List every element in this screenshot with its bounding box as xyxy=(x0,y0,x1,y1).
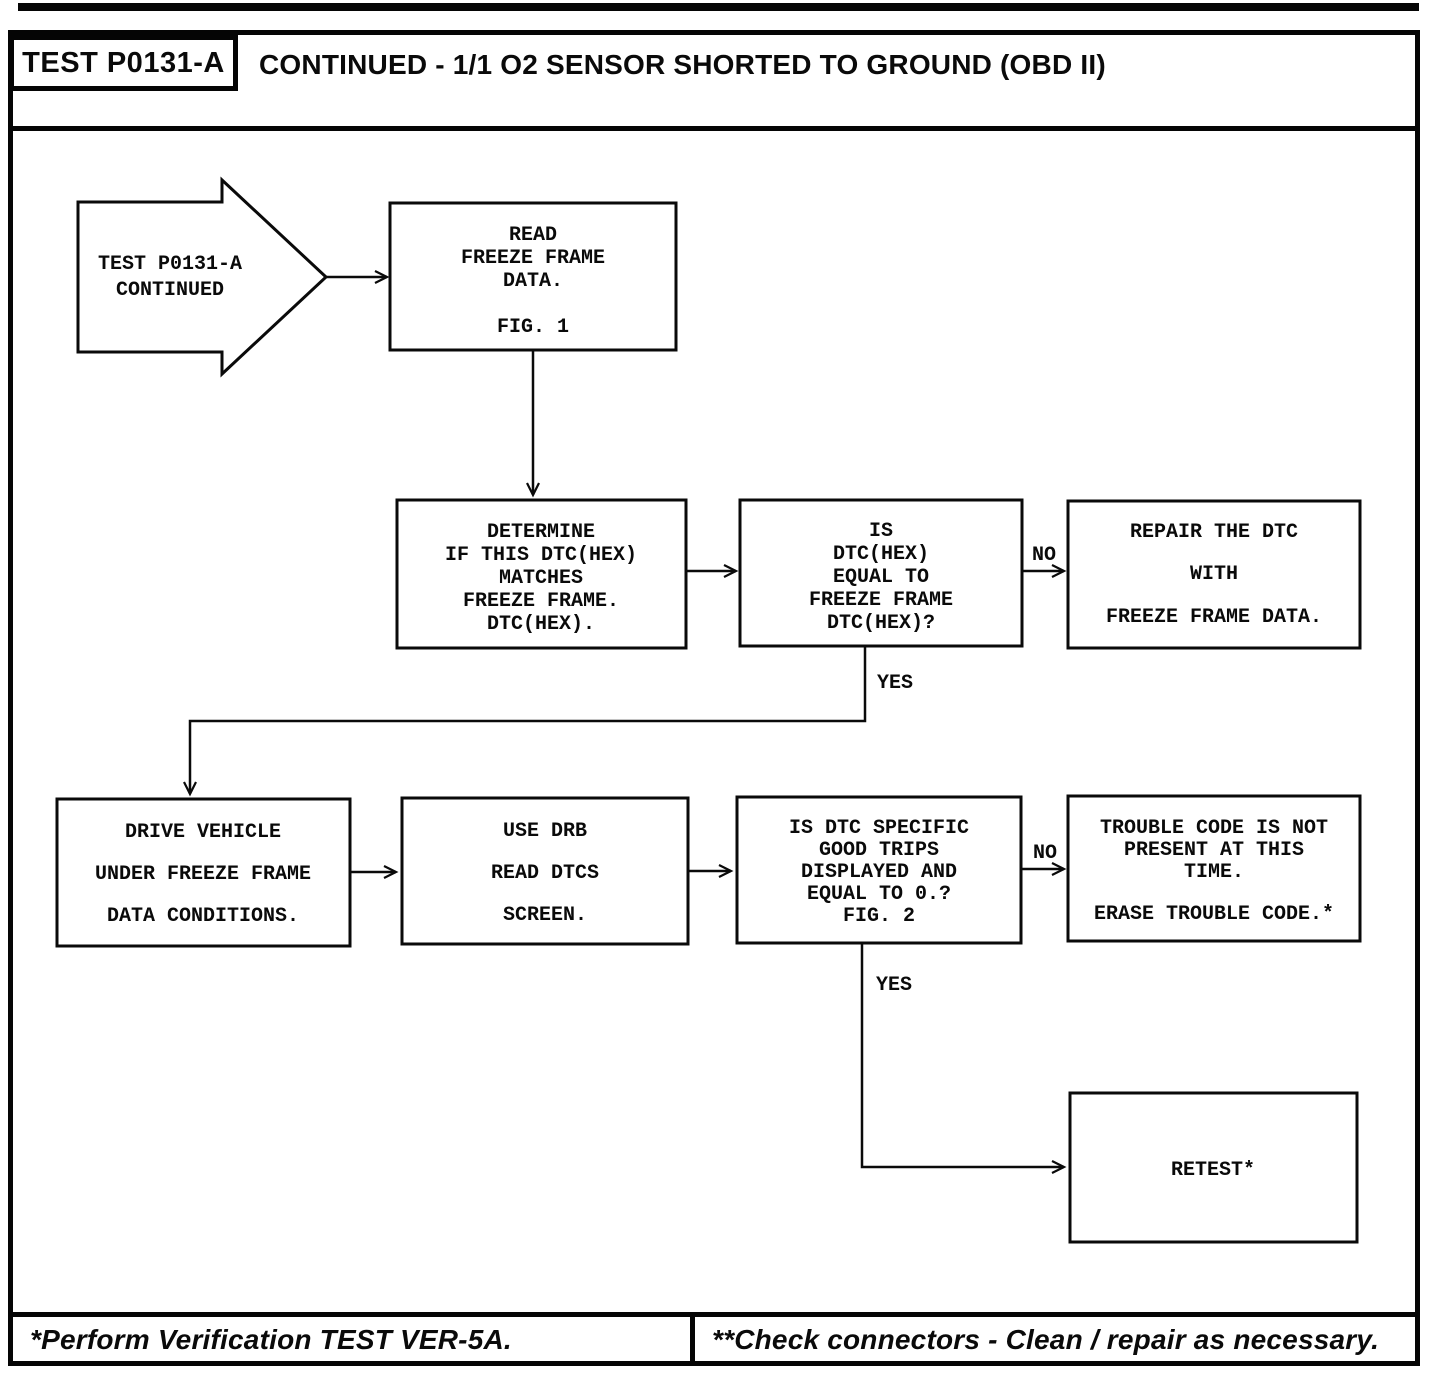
node-text-line: FIG. 1 xyxy=(496,316,570,339)
flow-node-drive-vehicle xyxy=(57,799,350,946)
branch-label-yes: YES xyxy=(876,974,913,997)
continuation-arrow-shape xyxy=(78,180,326,374)
node-text-line: EQUAL TO xyxy=(832,566,930,589)
node-text-line: EQUAL TO 0.? xyxy=(806,883,952,906)
node-text-line: FIG. 2 xyxy=(842,905,916,928)
node-text-line: DATA CONDITIONS. xyxy=(106,905,300,928)
node-text-line: WITH xyxy=(1189,563,1239,586)
node-text-line: IF THIS DTC(HEX) xyxy=(444,544,638,567)
flow-node-is-dtc-hex-equal xyxy=(740,500,1022,646)
node-text-line: IS xyxy=(868,520,894,543)
flow-node-use-drb xyxy=(402,798,688,944)
node-text-line: PRESENT AT THIS xyxy=(1123,839,1305,862)
node-text-line: REPAIR THE DTC xyxy=(1129,521,1299,544)
node-text-line: RETEST* xyxy=(1170,1159,1256,1182)
flow-node-trouble-code-not-present xyxy=(1068,796,1360,941)
node-text-line: DATA. xyxy=(502,270,564,293)
node-text-line: FREEZE FRAME DATA. xyxy=(1105,606,1323,629)
branch-label-yes: YES xyxy=(877,672,914,695)
node-text-line: DTC(HEX)? xyxy=(826,612,936,635)
page-title: CONTINUED - 1/1 O2 SENSOR SHORTED TO GROUND (OBD II) xyxy=(259,49,1106,80)
node-text-line: FREEZE FRAME. xyxy=(462,590,620,613)
flow-node-start-continued xyxy=(78,180,326,374)
flow-node-determine-match xyxy=(397,500,686,648)
node-text-line: TROUBLE CODE IS NOT xyxy=(1099,817,1329,840)
node-text-line: DISPLAYED AND xyxy=(800,861,958,884)
flow-node-repair-dtc xyxy=(1068,501,1360,648)
node-text-line: ERASE TROUBLE CODE.* xyxy=(1093,903,1335,926)
footer-separator-line xyxy=(8,1312,1420,1317)
branch-label-no: NO xyxy=(1031,544,1057,567)
node-text-line: TIME. xyxy=(1183,861,1245,884)
footnote-verification: *Perform Verification TEST VER-5A. xyxy=(30,1324,512,1355)
node-text-line: READ DTCS xyxy=(490,862,600,885)
branch-label-no: NO xyxy=(1032,842,1058,865)
node-text-line: MATCHES xyxy=(498,567,584,590)
test-id-label: TEST P0131-A xyxy=(22,46,225,79)
node-text-line: GOOD TRIPS xyxy=(818,839,940,862)
node-text-line: SCREEN. xyxy=(502,904,588,927)
node-text-line: READ xyxy=(508,224,558,247)
node-text-line: DRIVE VEHICLE xyxy=(124,821,282,844)
connector-is-yes-to-drive xyxy=(190,646,865,794)
flow-node-retest xyxy=(1070,1093,1357,1242)
node-text-line: TEST P0131-A xyxy=(97,253,243,276)
node-text-line: FREEZE FRAME xyxy=(808,589,954,612)
node-text-line: DTC(HEX). xyxy=(486,613,596,636)
node-text-line: UNDER FREEZE FRAME xyxy=(94,863,312,886)
flow-node-good-trips-zero xyxy=(737,797,1021,943)
node-text-line: DTC(HEX) xyxy=(832,543,930,566)
node-text-line: USE DRB xyxy=(502,820,588,843)
flow-node-read-freeze-frame xyxy=(390,203,676,350)
node-text-line: IS DTC SPECIFIC xyxy=(788,817,970,840)
footnote-connectors: **Check connectors - Clean / repair as necessary. xyxy=(712,1324,1380,1355)
node-text-line: FREEZE FRAME xyxy=(460,247,606,270)
node-text-line: CONTINUED xyxy=(115,279,225,302)
footer-cell-divider xyxy=(690,1312,695,1366)
node-text-line: DETERMINE xyxy=(486,521,596,544)
